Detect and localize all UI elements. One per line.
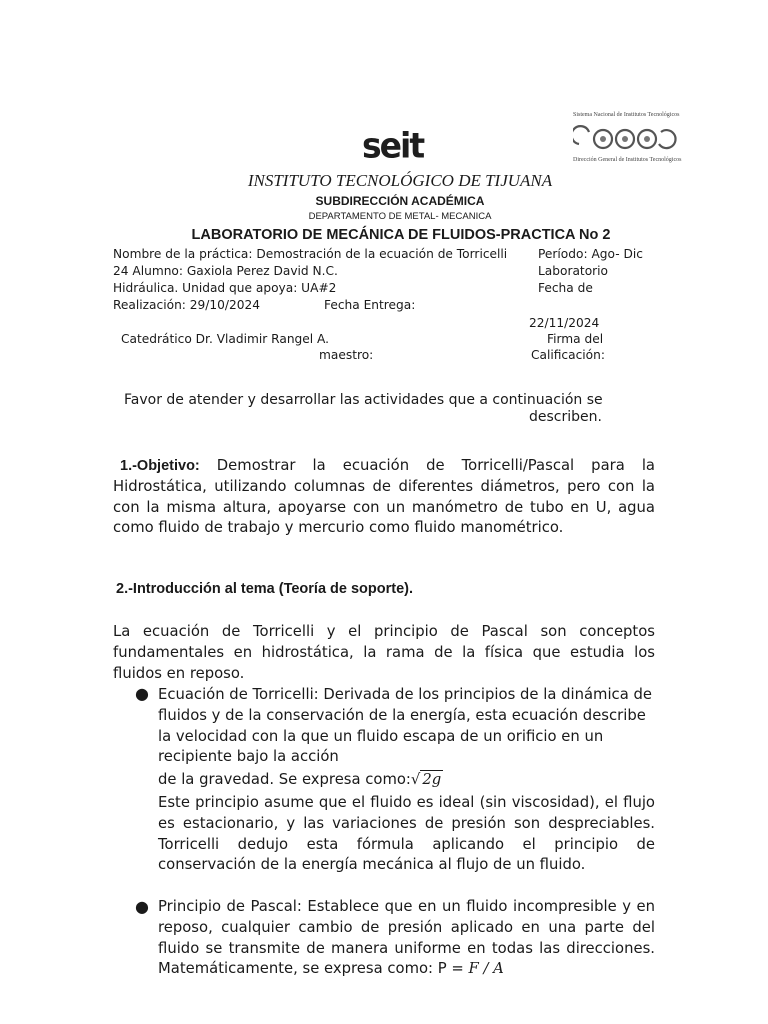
teacher-label: maestro: (319, 348, 374, 362)
section2-paragraph: La ecuación de Torricelli y el principio de Pascal son conceptos fundamentales en hidrostática, la rama de la física que estudia los fluidos en reposo. (113, 623, 655, 682)
sep-circles-icon (573, 122, 681, 156)
sep-logo-top-text: Sistema Nacional de Institutos Tecnológicos (573, 112, 680, 118)
objective-paragraph (113, 456, 655, 539)
practice-name: Nombre de la práctica: Demostración de la ecuación de Torricelli (113, 247, 508, 261)
professor: Catedrático Dr. Vladimir Rangel A. (121, 332, 330, 346)
delivery-date-label: Fecha Entrega: (324, 298, 416, 312)
intro-note-line1: Favor de atender y desarrollar las actividades que a continuación se (124, 392, 603, 408)
period: Período: Ago- Dic (538, 247, 643, 261)
student: 24 Alumno: Gaxiola Perez David N.C. (113, 264, 338, 278)
subdirection-title: SUBDIRECCIÓN ACADÉMICA (315, 194, 485, 208)
intro-note-line2: describen. (529, 409, 602, 425)
objective-text: Demostrar la ecuación de Torricelli/Pascal para la Hidrostática, utilizando columnas de diferentes diámetros, pero con la con la misma altura, apoyarse con un manómetro de tubo en U, agua como fluido de trabajo y mercurio como fluido manométrico. (113, 457, 655, 537)
delivery-date: 22/11/2024 (529, 316, 600, 330)
signature-label: Firma del (547, 332, 604, 346)
grade-label: Calificación: (531, 348, 605, 362)
lab-title: LABORATORIO DE MECÁNICA DE FLUIDOS-PRACTICA No 2 (191, 227, 611, 243)
date-label: Fecha de (538, 281, 593, 295)
sqrt-2g-formula: √ 2g (410, 771, 442, 788)
section2-title: 2.-Introducción al tema (Teoría de soporte). (116, 581, 414, 597)
objective-label: 1.-Objetivo: (120, 458, 200, 474)
laboratory-label: Laboratorio (538, 264, 609, 278)
bullet-2-text: Principio de Pascal: Establece que en un fluido incompresible y en reposo, cualquier cambio de presión aplicado en una parte del fluido se transmite de manera uniforme en todas las direcciones. Matemáticamente, se expresa como: P = F / A (158, 898, 655, 978)
bullet-1-continuation: Este principio asume que el fluido es ideal (sin viscosidad), el flujo es estacionario, y las variaciones de presión son despreciables. Torricelli dedujo esta fórmula aplicando el principio de conservación de la energía mecánica al flujo de un fluido. (158, 794, 655, 874)
bullet-1-text: Ecuación de Torricelli: Derivada de los principios de la dinámica de fluidos y de la conservación de la energía, esta ecuación describe la velocidad con la que un fluido escapa de un orificio en un recipiente bajo la acción (158, 686, 652, 766)
institute-title: INSTITUTO TECNOLÓGICO DE TIJUANA (247, 171, 553, 190)
unit-support: Hidráulica. Unidad que apoya: UA#2 (113, 281, 337, 295)
sep-logo-bottom-text: Dirección General de Institutos Tecnológicos (573, 157, 682, 163)
pascal-formula: F / A (468, 960, 504, 978)
bullet-2-marker: ● (135, 897, 149, 916)
department-title: DEPARTAMENTO DE METAL- MECANICA (308, 211, 492, 222)
bullet-1-marker: ● (135, 684, 149, 703)
bullet-1-formula-line (158, 771, 443, 788)
seit-logo: seit (362, 125, 424, 166)
sep-logo (573, 112, 683, 170)
realization-date: Realización: 29/10/2024 (113, 298, 261, 312)
bullet-1-formula-intro: de la gravedad. Se expresa como: (158, 771, 411, 788)
